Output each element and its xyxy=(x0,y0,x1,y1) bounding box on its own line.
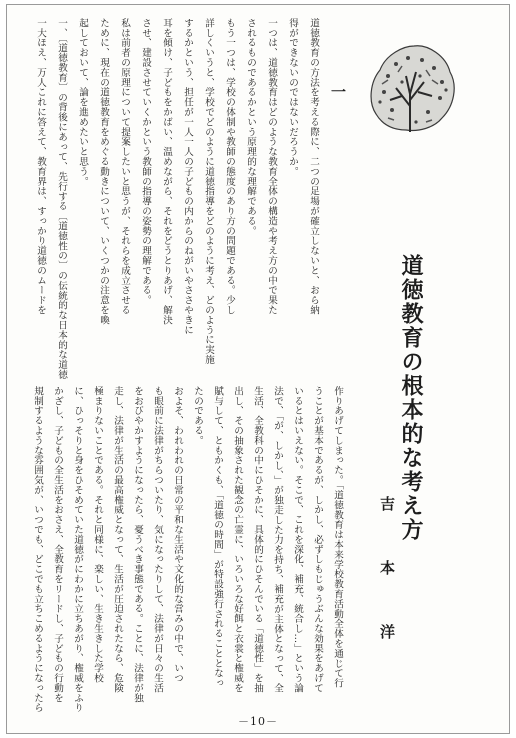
text-column: 法で、「が、しかし、」が独走した力を持ち、補充が主体となって、全 xyxy=(272,386,283,694)
text-column: 極まりないことである。それと同様に、楽しい、生き生きした学校 xyxy=(92,386,103,683)
text-column: 規制するような雰囲気が、いつでも、どこでも立ちこめるようになったら xyxy=(32,386,43,713)
text-column: 私は前者の原理について提案したいと思うが、それらを成立させる xyxy=(119,18,130,315)
text-column: 賦与して、ともかくも、「道徳の時間」が特設強行されることとなっ xyxy=(212,386,223,689)
author-family-name: 吉 xyxy=(378,496,396,513)
text-column: されるものであるかという原理的な理解である。 xyxy=(245,18,256,236)
text-column: 出し、その抽象された観念の亡霊に、いろいろな好餌と衣裳と権威を xyxy=(232,386,243,693)
text-column: も眼前に法律がちらついたり、気になったりして、法律が日々の生活 xyxy=(152,386,163,693)
author-name xyxy=(377,496,398,641)
text-column: およそ、われわれの日常の平和な生活や文化的な営みの中で、いつ xyxy=(172,386,183,683)
text-column: たのである。 xyxy=(192,386,203,446)
article-title: 道徳教育の根本的な考え方 xyxy=(398,254,424,542)
text-column: 走し、法律が生活の最高権威となって、生活が圧迫されたなら、危険 xyxy=(112,386,123,693)
text-column: うことが基本であるが、しかし、必ずしもじゅうぶんな効果をあげて xyxy=(312,386,323,693)
tree-illustration xyxy=(362,36,460,136)
text-column: に、ひっそりと身をひそめていた道徳がにわかに立ちあがり、権威をふり xyxy=(72,386,83,713)
text-column: 道徳教育の方法を考える際に、二つの足場が確立しないと、おら納 xyxy=(308,18,319,315)
page-number: －10－ xyxy=(238,715,278,728)
author-middle-char: 本 xyxy=(378,560,396,577)
text-column: 起しておいて、論を進めたいと思う。 xyxy=(77,18,88,187)
text-column: 生活、全教科の中にひそかに、具体的にひそんでいる「道徳性」を抽 xyxy=(252,386,263,693)
text-column: 一つは、道徳教育はどのような教育全体の構造や考え方の中で果た xyxy=(266,18,277,315)
author-given-name: 洋 xyxy=(378,624,396,641)
text-column: いるとはいえない。そこで、これを深化、補充、統合し…」という論 xyxy=(292,386,303,693)
text-column: 耳を傾け、子どもをかばい、温めながら、それをどうとりあげ、解決 xyxy=(161,18,172,325)
text-column: するかという、担任が一人一人の子どもの内からのねがいやささやきに xyxy=(182,18,193,335)
text-column: させ、建設させていくかという教師の指導の姿勢の理解である。 xyxy=(140,18,151,306)
text-column: もう一つは、学校の体制や教師の態度のあり方の問題である。少し xyxy=(224,18,235,315)
text-column: 作りあげてしまった。「道徳教育は本来学校教育活動全体を通じて行 xyxy=(332,386,343,689)
text-column: 詳しくいうと、学校でどのように道徳指導をどのように考え、どのように実施 xyxy=(203,18,214,365)
text-column: をおびやかすようになったら、憂うべき事態である。ことに、法律が独 xyxy=(132,386,143,703)
text-column: 一大ほえ、万人これに答えて、教育界は、すっかり道徳のムードを xyxy=(35,18,46,315)
text-column: かざし、子どもの全生活をおさえ、全教育をリードし、子どもの行動を xyxy=(52,386,63,703)
text-column: 得ができないのではないだろうか。 xyxy=(287,18,298,177)
text-column: ために、現在の道徳教育をめぐる動きについて、いくつかの注意を喚 xyxy=(98,18,109,325)
section-number: 一 xyxy=(329,84,347,99)
text-column: 一、〔道徳教育〕の背後にあって、先行する〔道徳性の〕の伝統的な日本的な道徳 xyxy=(56,18,67,380)
